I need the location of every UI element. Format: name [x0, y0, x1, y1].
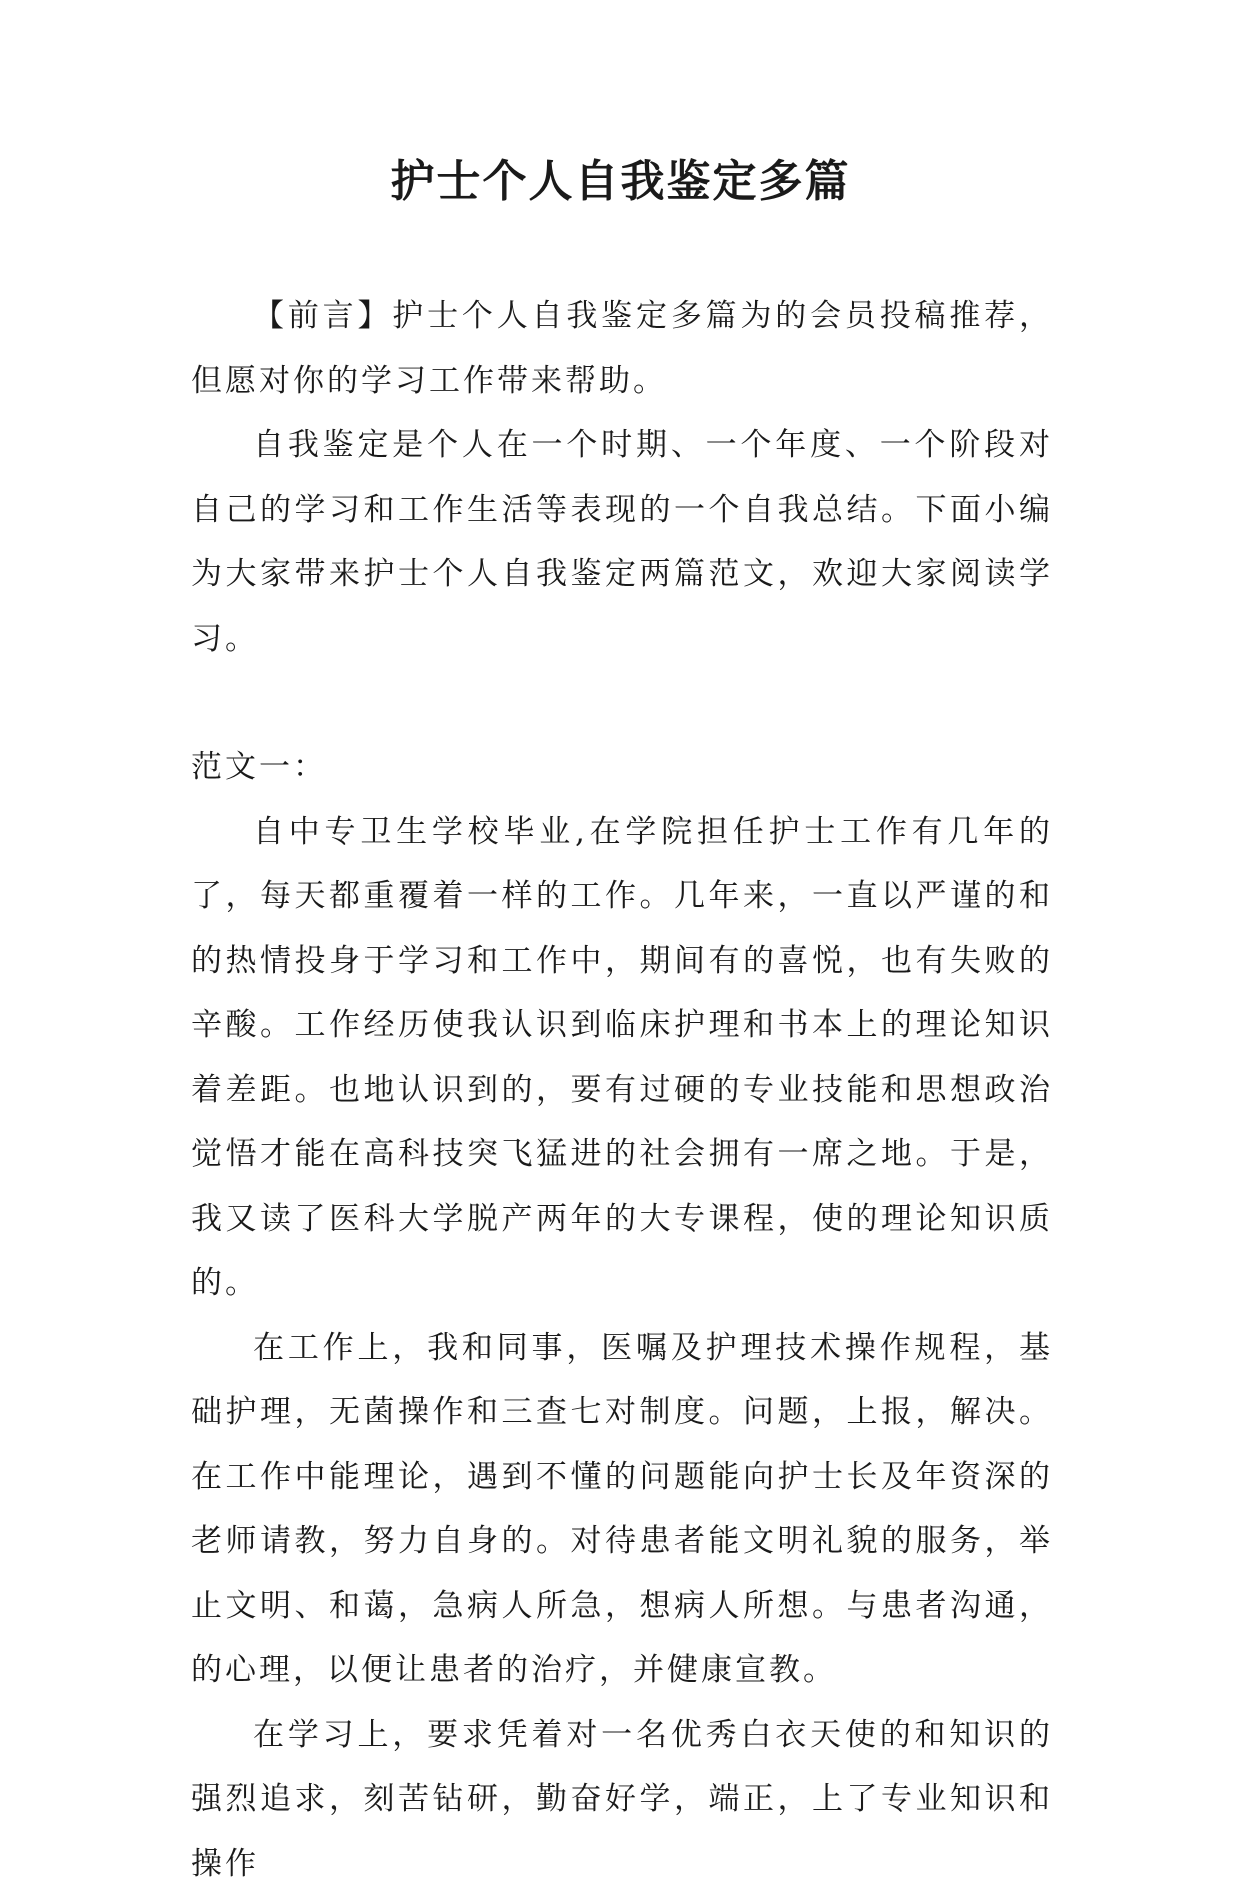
section-paragraph-career: 自中专卫生学校毕业,在学院担任护士工作有几年的了，每天都重覆着一样的工作。几年来，一直以严谨的和的热情投身于学习和工作中，期间有的喜悦，也有失败的辛酸。工作经历使我认识到临床护理和书本上的理论知识着差距。也地认识到的，要有过硬的专业技能和思想政治觉悟才能在高科技突飞猛进的社会拥有一席之地。于是，我又读了医科大学脱产两年的大专课程，使的理论知识质的。	[191, 800, 1053, 1316]
intro-paragraph-preface: 【前言】护士个人自我鉴定多篇为的会员投稿推荐，但愿对你的学习工作带来帮助。	[191, 284, 1053, 413]
section-paragraph-work: 在工作上，我和同事，医嘱及护理技术操作规程，基础护理，无菌操作和三查七对制度。问题，上报，解决。在工作中能理论，遇到不懂的问题能向护士长及年资深的老师请教，努力自身的。对待患者能文明礼貌的服务，举止文明、和蔼，急病人所急，想病人所想。与患者沟通，的心理，以便让患者的治疗，并健康宣教。	[191, 1316, 1053, 1703]
intro-paragraph-summary: 自我鉴定是个人在一个时期、一个年度、一个阶段对自己的学习和工作生活等表现的一个自我总结。下面小编为大家带来护士个人自我鉴定两篇范文，欢迎大家阅读学习。	[191, 413, 1053, 671]
document-body	[191, 284, 1053, 1896]
section-paragraph-study: 在学习上，要求凭着对一名优秀白衣天使的和知识的强烈追求，刻苦钻研，勤奋好学，端正，上了专业知识和操作	[191, 1703, 1053, 1896]
document-title: 护士个人自我鉴定多篇	[0, 152, 1241, 212]
paragraph-spacer	[191, 671, 1053, 735]
section-label: 范文一：	[191, 735, 1053, 800]
